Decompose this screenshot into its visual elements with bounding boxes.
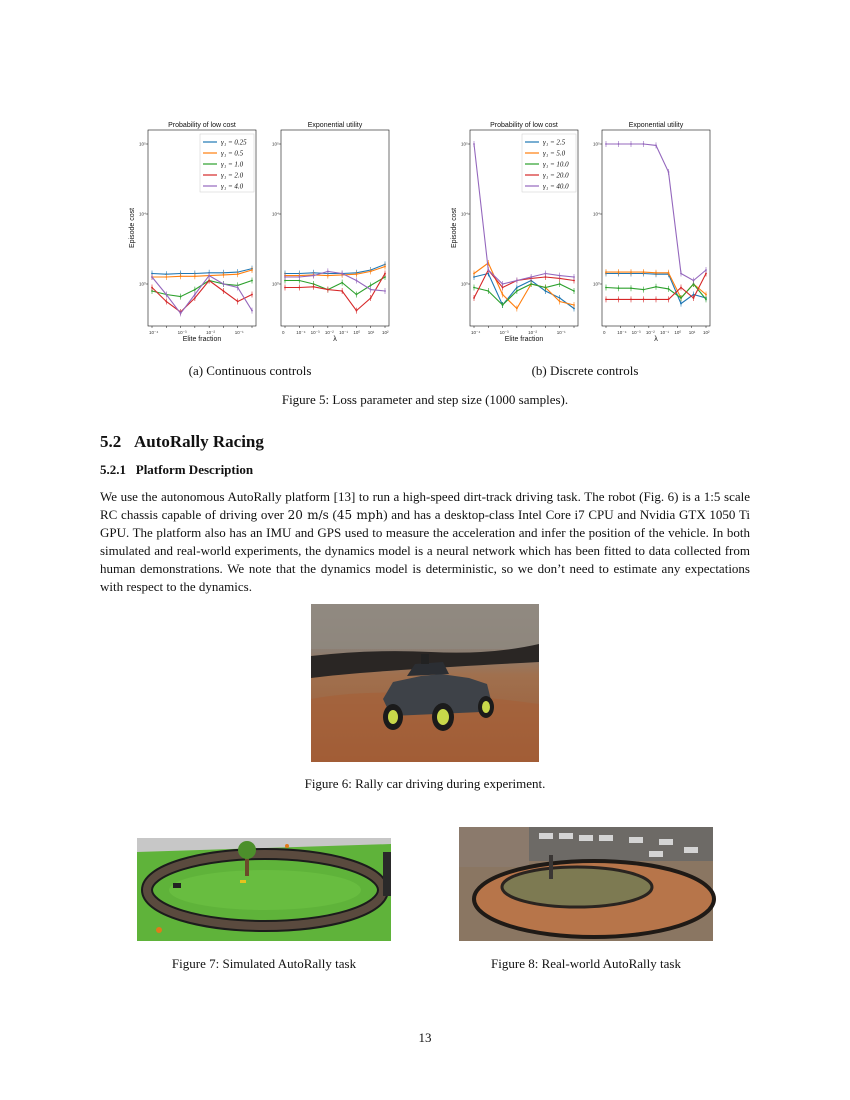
data-point <box>559 301 561 303</box>
data-point <box>251 280 253 282</box>
y-tick-label: 10⁴ <box>139 211 146 217</box>
x-tick-label: 10⁰ <box>353 330 361 335</box>
data-point <box>655 299 657 301</box>
data-point <box>530 283 532 285</box>
data-point <box>384 273 386 275</box>
legend-entry: γ₁ = 40.0 <box>543 182 569 191</box>
x-tick-label: 10⁻¹ <box>234 330 244 335</box>
plot-title: Probability of low cost <box>168 122 236 129</box>
legend-entry: γ₁ = 1.0 <box>221 160 244 169</box>
data-point <box>680 303 682 305</box>
series-line <box>606 144 706 281</box>
data-point <box>559 275 561 277</box>
data-point <box>502 294 504 296</box>
data-point <box>643 143 645 145</box>
data-point <box>313 286 315 288</box>
x-tick-label: 10⁻² <box>528 330 538 335</box>
data-point <box>327 271 329 273</box>
data-point <box>705 299 707 301</box>
data-point <box>223 274 225 276</box>
data-point <box>356 280 358 282</box>
data-point <box>473 273 475 275</box>
data-point <box>516 308 518 310</box>
legend-entry: γ₁ = 20.0 <box>543 171 569 180</box>
simulated-track-render <box>137 838 391 941</box>
data-point <box>341 282 343 284</box>
data-point <box>223 283 225 285</box>
x-tick-label: 0 <box>603 330 606 335</box>
data-point <box>630 143 632 145</box>
data-point <box>643 271 645 273</box>
data-point <box>693 297 695 299</box>
data-point <box>251 310 253 312</box>
data-point <box>487 290 489 292</box>
data-point <box>643 299 645 301</box>
figure-5-subcaption-b: (b) Discrete controls <box>531 363 639 378</box>
subsection-heading <box>100 462 253 478</box>
y-tick-label: 10³ <box>139 281 146 287</box>
data-point <box>473 287 475 289</box>
subsection-number: 5.2.1 <box>100 462 126 477</box>
data-point <box>573 276 575 278</box>
data-point <box>502 304 504 306</box>
data-point <box>180 296 182 298</box>
x-tick-label: 0 <box>282 330 285 335</box>
x-tick-label: 10² <box>703 330 710 335</box>
y-tick-label: 10⁴ <box>272 211 279 217</box>
data-point <box>655 272 657 274</box>
data-point <box>237 273 239 275</box>
data-point <box>237 301 239 303</box>
data-point <box>194 289 196 291</box>
data-point <box>668 288 670 290</box>
data-point <box>194 294 196 296</box>
data-point <box>618 299 620 301</box>
x-tick-label: 10² <box>382 330 389 335</box>
figure-6-caption: Figure 6: Rally car driving during experiment. <box>304 776 546 791</box>
plot-title: Probability of low cost <box>490 122 558 129</box>
series-line <box>152 269 252 275</box>
x-tick-label: 10⁻³ <box>310 330 320 335</box>
data-point <box>223 290 225 292</box>
series-line <box>285 274 385 311</box>
math-speed-ms: 20 m/s <box>287 508 329 522</box>
data-point <box>180 313 182 315</box>
x-tick-label: 10⁻² <box>206 330 216 335</box>
data-point <box>605 299 607 301</box>
data-point <box>618 271 620 273</box>
legend-entry: γ₁ = 2.5 <box>543 138 566 147</box>
y-axis-label: Episode cost <box>129 207 136 249</box>
data-point <box>516 280 518 282</box>
x-axis-label: λ <box>333 336 337 343</box>
real-world-track-photo <box>459 827 713 941</box>
paragraph-text-1: We use the autonomous AutoRally platform [13] to run a high-speed dirt-track driving task. The robot (Fig. 6) is a 1:5 scale RC chassis capable of driving over <box>100 489 750 522</box>
data-point <box>680 273 682 275</box>
data-point <box>341 290 343 292</box>
figure-5-caption: Figure 5: Loss parameter and step size (1000 samples). <box>281 392 569 407</box>
figure-5-plots <box>130 118 730 348</box>
data-point <box>487 269 489 271</box>
data-point <box>313 275 315 277</box>
figure-7-image <box>137 838 391 941</box>
x-tick-label: 10⁻⁴ <box>471 330 481 335</box>
x-tick-label: 10⁻² <box>324 330 334 335</box>
math-speed-mph: 45 mph <box>336 508 384 522</box>
data-point <box>530 276 532 278</box>
x-tick-label: 10⁻² <box>645 330 655 335</box>
data-point <box>194 275 196 277</box>
data-point <box>680 297 682 299</box>
data-point <box>165 294 167 296</box>
figure-8-image <box>459 827 713 941</box>
data-point <box>208 275 210 277</box>
data-point <box>680 287 682 289</box>
data-point <box>502 283 504 285</box>
data-point <box>356 273 358 275</box>
data-point <box>284 276 286 278</box>
data-point <box>384 266 386 268</box>
y-tick-label: 10⁵ <box>593 141 600 147</box>
data-point <box>165 276 167 278</box>
figure-6-photo <box>311 604 539 762</box>
data-point <box>630 299 632 301</box>
y-tick-label: 10³ <box>272 281 279 287</box>
data-point <box>605 143 607 145</box>
data-point <box>668 299 670 301</box>
section-title: AutoRally Racing <box>134 432 264 451</box>
x-tick-label: 10¹ <box>367 330 375 335</box>
x-tick-label: 10⁻³ <box>631 330 641 335</box>
figure-5-subcaption-a: (a) Continuous controls <box>188 363 312 378</box>
subsection-title: Platform Description <box>135 462 254 477</box>
figure-5 <box>130 118 730 348</box>
data-point <box>384 290 386 292</box>
x-axis-label: Elite fraction <box>504 336 544 343</box>
paragraph-text-3: ) and has a desktop-class Intel Core i7 CPU and Nvidia GTX 1050 Ti GPU. The platform also has an IMU and GPS used to measure the acceleration and infer the position of the vehicle. In both simulated and real-world experiments, the dynamics model is a neural network which has been fitted to data collected from human demonstrations. We note that the dynamics model is deterministic, so we don’t need to estimate any expectations with respect to the dynamics. <box>100 507 750 594</box>
data-point <box>573 290 575 292</box>
x-tick-label: 10⁰ <box>674 330 682 335</box>
x-tick-label: 10⁻³ <box>177 330 187 335</box>
legend-entry: γ₁ = 10.0 <box>543 160 569 169</box>
page-number: 13 <box>418 1030 432 1045</box>
rally-car-photo <box>311 604 539 762</box>
section-heading <box>100 432 264 452</box>
section-number: 5.2 <box>100 432 122 451</box>
x-tick-label: 10⁻⁴ <box>296 330 306 335</box>
x-tick-label: 10⁻⁴ <box>149 330 159 335</box>
x-tick-label: 10¹ <box>688 330 696 335</box>
data-point <box>237 287 239 289</box>
x-tick-label: 10⁻¹ <box>339 330 349 335</box>
y-tick-label: 10³ <box>461 281 468 287</box>
data-point <box>630 271 632 273</box>
data-point <box>370 289 372 291</box>
data-point <box>473 143 475 145</box>
y-tick-label: 10³ <box>593 281 600 287</box>
data-point <box>655 286 657 288</box>
legend-entry: γ₁ = 5.0 <box>543 149 566 158</box>
x-tick-label: 10⁻¹ <box>556 330 566 335</box>
data-point <box>473 297 475 299</box>
data-point <box>605 287 607 289</box>
x-tick-label: 10⁻³ <box>499 330 509 335</box>
x-axis-label: λ <box>654 336 658 343</box>
data-point <box>559 283 561 285</box>
data-point <box>545 287 547 289</box>
data-point <box>298 276 300 278</box>
paragraph-text-2: ( <box>328 507 337 522</box>
x-tick-label: 10⁻⁴ <box>617 330 627 335</box>
data-point <box>298 287 300 289</box>
data-point <box>370 271 372 273</box>
data-point <box>341 273 343 275</box>
data-point <box>693 280 695 282</box>
y-axis-label: Episode cost <box>451 207 458 249</box>
data-point <box>370 285 372 287</box>
figure-8-caption: Figure 8: Real-world AutoRally task <box>491 956 681 971</box>
data-point <box>668 171 670 173</box>
legend-entry: γ₁ = 2.0 <box>221 171 244 180</box>
data-point <box>370 297 372 299</box>
legend-entry: γ₁ = 0.5 <box>221 149 244 158</box>
y-tick-label: 10⁵ <box>139 141 146 147</box>
plot-title: Exponential utility <box>628 122 684 129</box>
data-point <box>356 294 358 296</box>
data-point <box>573 304 575 306</box>
data-point <box>151 276 153 278</box>
data-point <box>630 287 632 289</box>
data-point <box>705 294 707 296</box>
data-point <box>705 269 707 271</box>
plot-title: Exponential utility <box>307 122 363 129</box>
data-point <box>180 275 182 277</box>
data-point <box>165 301 167 303</box>
y-tick-label: 10⁴ <box>461 211 468 217</box>
data-point <box>327 275 329 277</box>
data-point <box>655 145 657 147</box>
x-axis-label: Elite fraction <box>182 336 222 343</box>
data-point <box>356 310 358 312</box>
data-point <box>516 290 518 292</box>
y-tick-label: 10⁵ <box>272 141 279 147</box>
figure-7-caption: Figure 7: Simulated AutoRally task <box>171 956 357 971</box>
plot-frame <box>281 130 389 326</box>
y-tick-label: 10⁵ <box>461 141 468 147</box>
data-point <box>284 287 286 289</box>
legend-entry: γ₁ = 4.0 <box>221 182 244 191</box>
data-point <box>208 280 210 282</box>
data-point <box>618 287 620 289</box>
data-point <box>251 294 253 296</box>
data-point <box>605 271 607 273</box>
data-point <box>251 269 253 271</box>
data-point <box>545 273 547 275</box>
data-point <box>327 289 329 291</box>
body-paragraph <box>100 488 750 596</box>
x-tick-label: 10⁻¹ <box>660 330 670 335</box>
data-point <box>618 143 620 145</box>
data-point <box>643 289 645 291</box>
y-tick-label: 10⁴ <box>593 211 600 217</box>
data-point <box>668 272 670 274</box>
legend-entry: γ₁ = 0.25 <box>221 138 247 147</box>
data-point <box>151 287 153 289</box>
